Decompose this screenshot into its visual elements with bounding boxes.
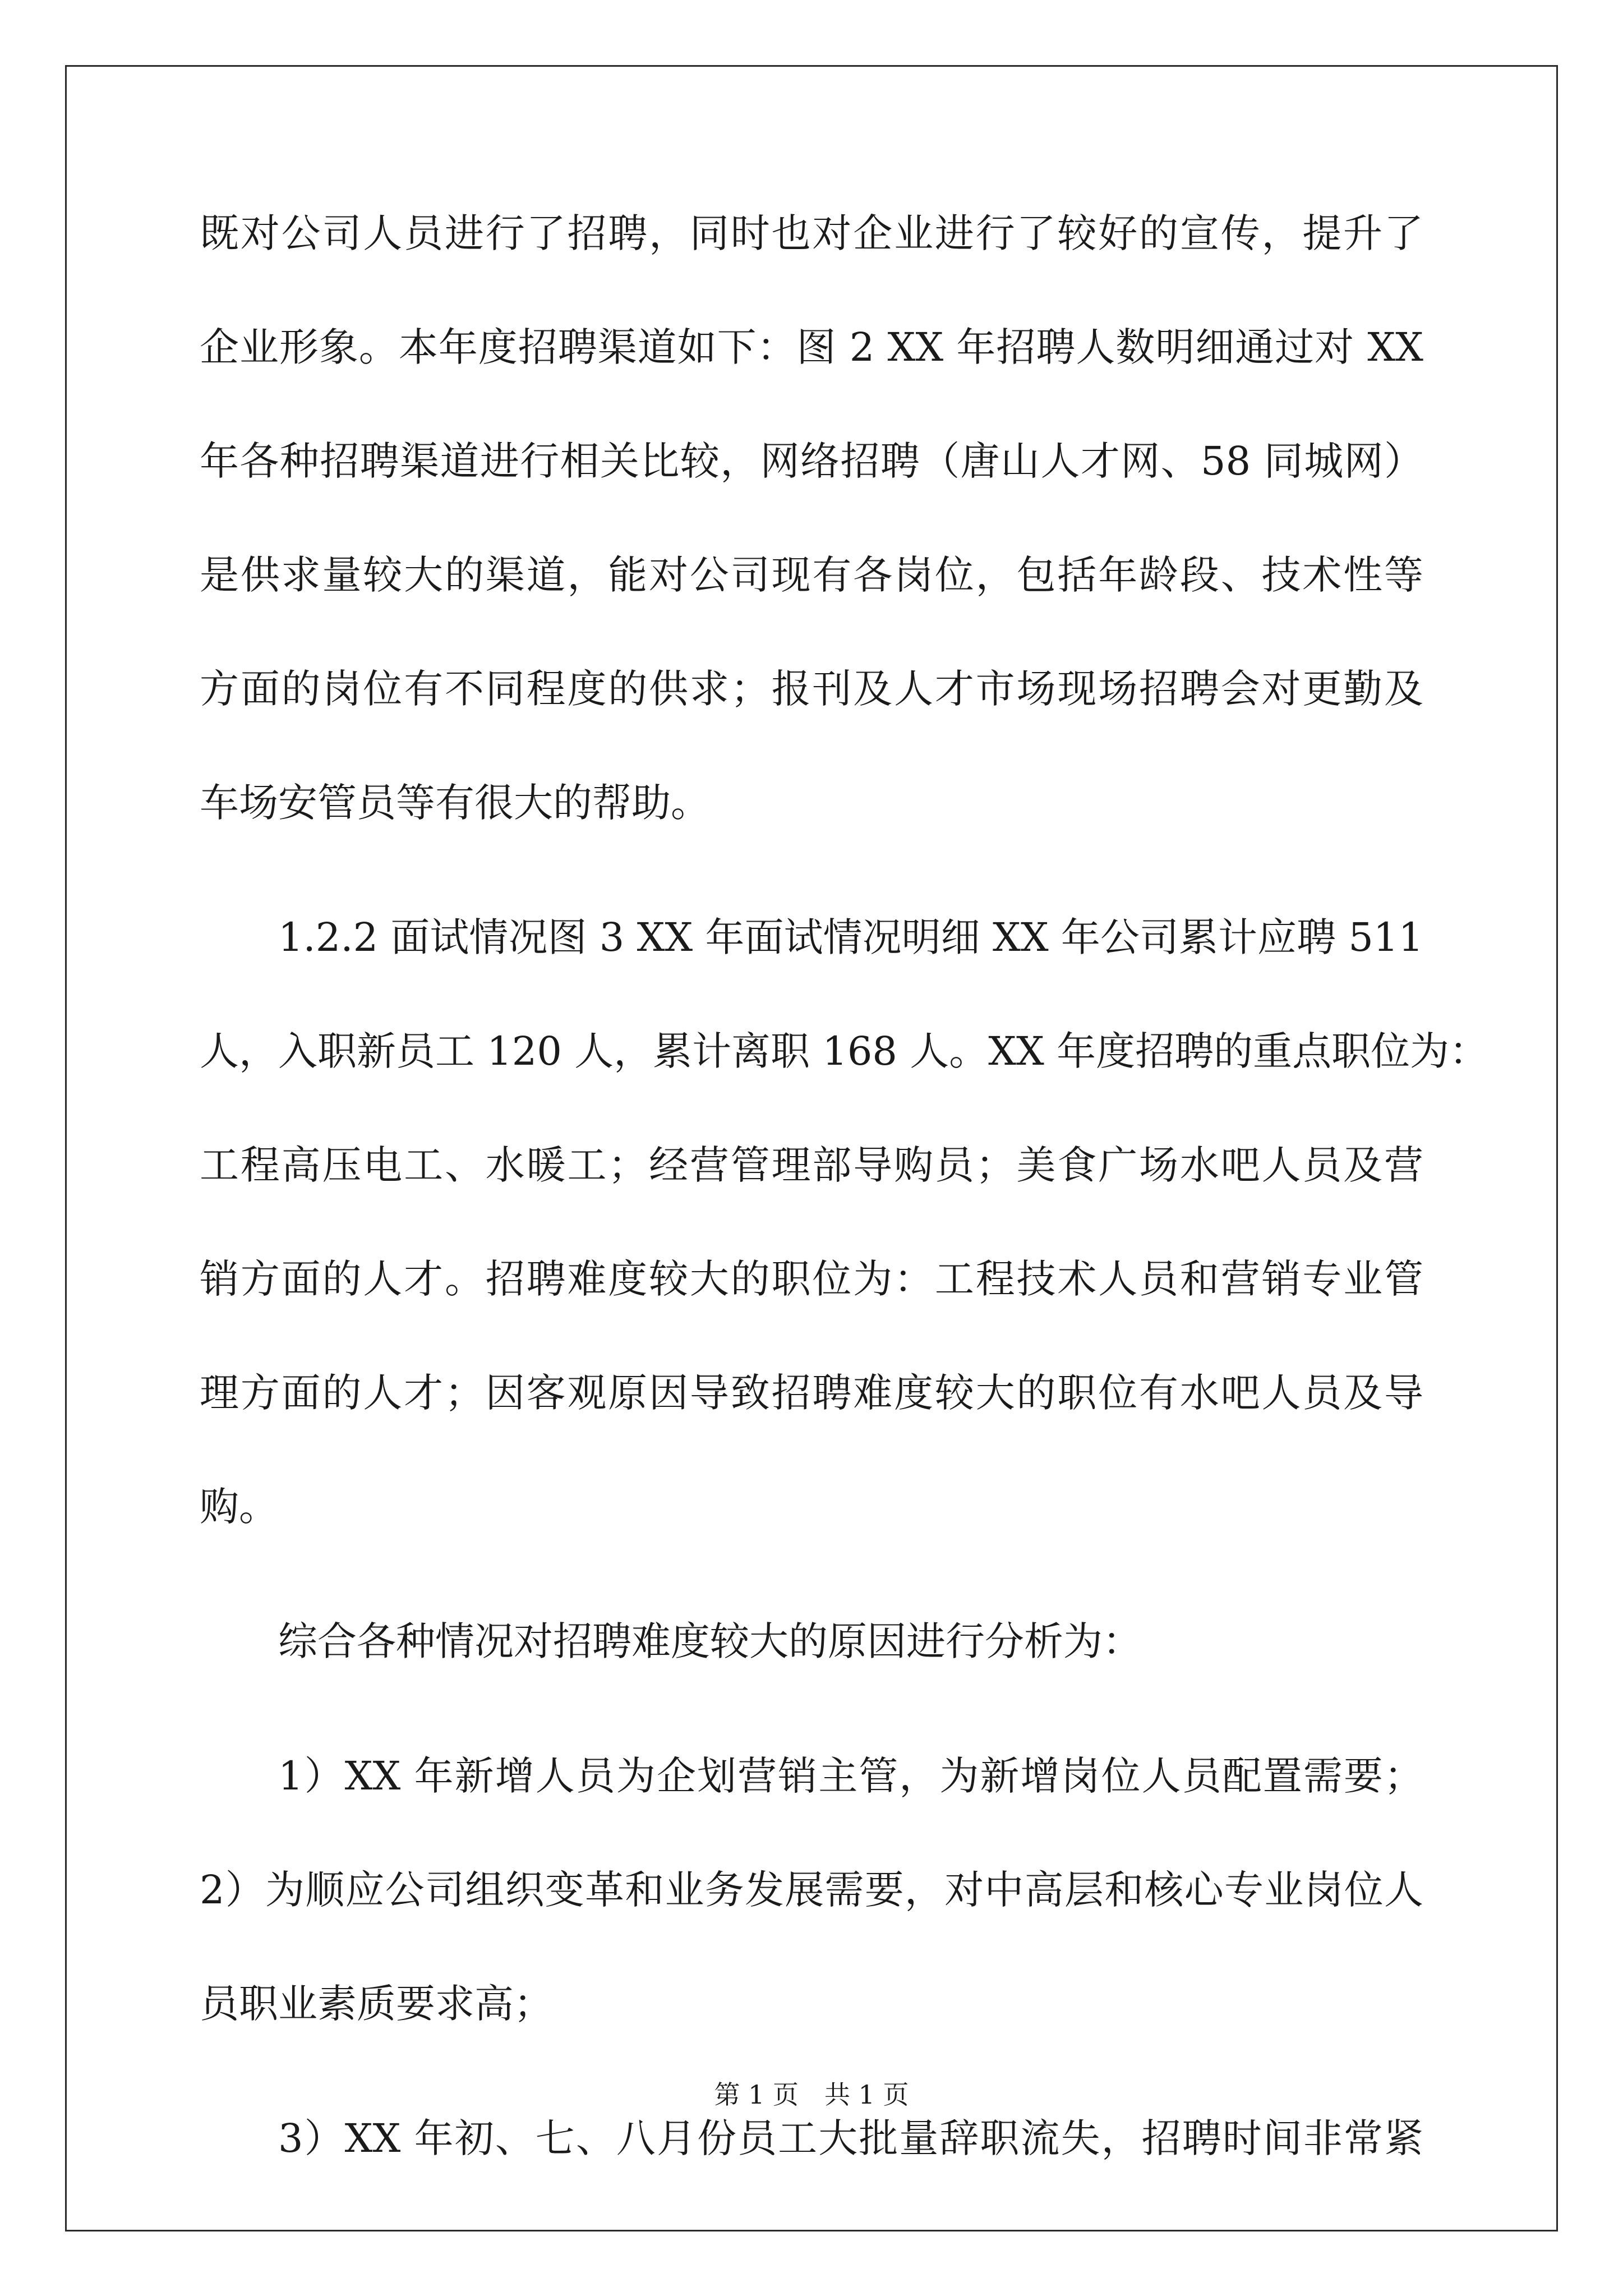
text-line: 1.2.2 面试情况图 3 XX 年面试情况明细 XX 年公司累计应聘 511 <box>278 914 1423 960</box>
text-line: 理方面的人才；因客观原因导致招聘难度较大的职位有水吧人员及导 <box>200 1370 1423 1416</box>
document-body <box>200 206 1489 2225</box>
page-footer <box>0 2074 1623 2111</box>
text-line: 销方面的人才。招聘难度较大的职位为：工程技术人员和营销专业管 <box>200 1256 1423 1302</box>
text-line: 车场安管员等有很大的帮助。 <box>200 780 710 826</box>
text-line: 综合各种情况对招聘难度较大的原因进行分析为： <box>278 1618 1142 1664</box>
text-line: 1）XX 年新增人员为企划营销主管，为新增岗位人员配置需要； <box>278 1753 1423 1799</box>
page-number: 第 1 页 <box>714 2079 799 2110</box>
text-line: 既对公司人员进行了招聘，同时也对企业进行了较好的宣传，提升了 <box>200 210 1423 256</box>
text-line: 年各种招聘渠道进行相关比较，网络招聘（唐山人才网、58 同城网） <box>200 438 1423 484</box>
text-line: 员职业素质要求高； <box>200 1981 553 2027</box>
text-line: 工程高压电工、水暖工；经营管理部导购员；美食广场水吧人员及营 <box>200 1142 1423 1188</box>
text-line: 3）XX 年初、七、八月份员工大批量辞职流失，招聘时间非常紧 <box>278 2115 1423 2161</box>
text-line: 方面的岗位有不同程度的供求；报刊及人才市场现场招聘会对更勤及 <box>200 666 1423 712</box>
page-total: 共 1 页 <box>824 2079 909 2110</box>
text-line: 企业形象。本年度招聘渠道如下：图 2 XX 年招聘人数明细通过对 XX <box>200 324 1423 370</box>
text-line: 2）为顺应公司组织变革和业务发展需要，对中高层和核心专业岗位人 <box>200 1867 1423 1913</box>
text-line: 是供求量较大的渠道，能对公司现有各岗位，包括年龄段、技术性等 <box>200 552 1423 598</box>
text-line: 购。 <box>200 1484 278 1530</box>
text-line: 人，入职新员工 120 人，累计离职 168 人。XX 年度招聘的重点职位为： <box>200 1028 1489 1074</box>
